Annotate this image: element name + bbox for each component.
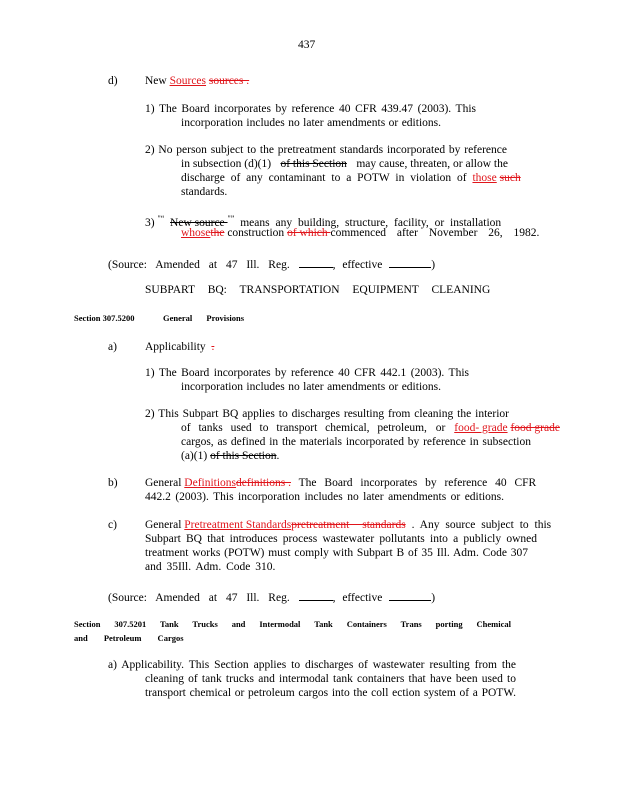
d3-line1: 3) "“ New source "” means any building, structure, facility, or installation xyxy=(145,214,502,229)
section-5201-heading-line2: and Petroleum Cargos xyxy=(74,633,184,643)
section-5200-title: General Provisions xyxy=(163,313,245,323)
a2-line3: cargos, as defined in the materials incorporated by reference in subsection xyxy=(181,436,531,448)
date-blank xyxy=(389,589,431,601)
deleted-text: of this Section xyxy=(280,158,347,170)
inserted-text: food- grade xyxy=(454,422,508,434)
c-line4: and 35Ill. Adm. Code 310. xyxy=(145,561,276,573)
a1-line1: 1) The Board incorporates by reference 40 CFR 442.1 (2003). This xyxy=(145,367,469,379)
deleted-text: . xyxy=(211,341,215,353)
c-line3: treatment works (POTW) must comply with Subpart B of 35 Ill. Adm. Code 307 xyxy=(145,547,528,559)
subsection-c-marker: c) xyxy=(108,519,117,531)
d1-line1: 1) The Board incorporates by reference 40 CFR 439.47 (2003). This xyxy=(145,103,476,115)
deleted-text: definitions . xyxy=(236,477,291,489)
d3-line2: whosethe construction of which commenced after November 26, 1982. xyxy=(181,227,540,239)
d2-line1: 2) No person subject to the pretreatment standards incorporated by reference xyxy=(145,144,507,156)
d2-line2: in subsection (d)(1) of this Section may cause, threaten, or allow the xyxy=(181,158,508,170)
a2-applicability-line3: transport chemical or petroleum cargos into the coll ection system of a POTW. xyxy=(145,687,516,699)
source-note-1: (Source: Amended at 47 Ill. Reg. , effective ) xyxy=(108,256,435,272)
subsection-d-marker: d) xyxy=(108,75,118,87)
section-5200-number: Section 307.5200 xyxy=(74,313,135,323)
subpart-title: SUBPART BQ: TRANSPORTATION EQUIPMENT CLEANING xyxy=(145,284,491,296)
a2-applicability-line1: a) Applicability. This Section applies to discharges of wastewater resulting from the xyxy=(108,659,516,671)
subsection-a-heading: Applicability . xyxy=(145,341,215,353)
a1-line2: incorporation includes no later amendments or editions. xyxy=(181,381,441,393)
inserted-text: whose xyxy=(181,227,211,239)
b-line2: 442.2 (2003). This incorporation includes no later amendments or editions. xyxy=(145,491,504,503)
source-note-2: (Source: Amended at 47 Ill. Reg. , effective ) xyxy=(108,589,435,605)
date-blank xyxy=(389,256,431,268)
deleted-text: of this Section xyxy=(210,450,277,462)
subsection-d-heading: New Sources sources . xyxy=(145,75,250,87)
inserted-text: Pretreatment Standards xyxy=(184,519,292,531)
page-number: 437 xyxy=(298,39,316,51)
a2-line2: of tanks used to transport chemical, petroleum, or food- grade food grade xyxy=(181,422,560,434)
inserted-text: those xyxy=(472,172,497,184)
subsection-b-marker: b) xyxy=(108,477,118,489)
deleted-text: pretreatment standards xyxy=(291,519,406,531)
a2-line1: 2) This Subpart BQ applies to discharges resulting from cleaning the interior xyxy=(145,408,509,420)
inserted-text: Definitions xyxy=(184,477,237,489)
d1-line2: incorporation includes no later amendments or editions. xyxy=(181,117,441,129)
deleted-text: food grade xyxy=(510,422,560,434)
deleted-text: such xyxy=(499,172,521,184)
section-5201-heading-line1: Section 307.5201 Tank Trucks and Intermodal Tank Containers Trans porting Chemical xyxy=(74,619,511,629)
deleted-text: of which xyxy=(287,227,331,239)
subsection-a-marker: a) xyxy=(108,341,117,353)
reg-blank xyxy=(299,256,333,268)
d2-line4: standards. xyxy=(181,186,228,198)
c-line2: Subpart BQ that introduces process wastewater pollutants into a publicly owned xyxy=(145,533,537,545)
a2-applicability-line2: cleaning of tank trucks and intermodal tank containers that have been used to xyxy=(145,673,516,685)
d2-line3: discharge of any contaminant to a POTW in violation of those such xyxy=(181,172,521,184)
inserted-text: Sources xyxy=(169,75,207,87)
b-line1: General Definitionsdefinitions . The Board incorporates by reference 40 CFR xyxy=(145,477,537,489)
c-line1: General Pretreatment Standardspretreatment standards . Any source subject to this xyxy=(145,519,552,531)
deleted-text: the xyxy=(210,227,225,239)
reg-blank xyxy=(299,589,333,601)
a2-line4: (a)(1) of this Section. xyxy=(181,450,280,462)
deleted-text: sources . xyxy=(208,75,250,87)
